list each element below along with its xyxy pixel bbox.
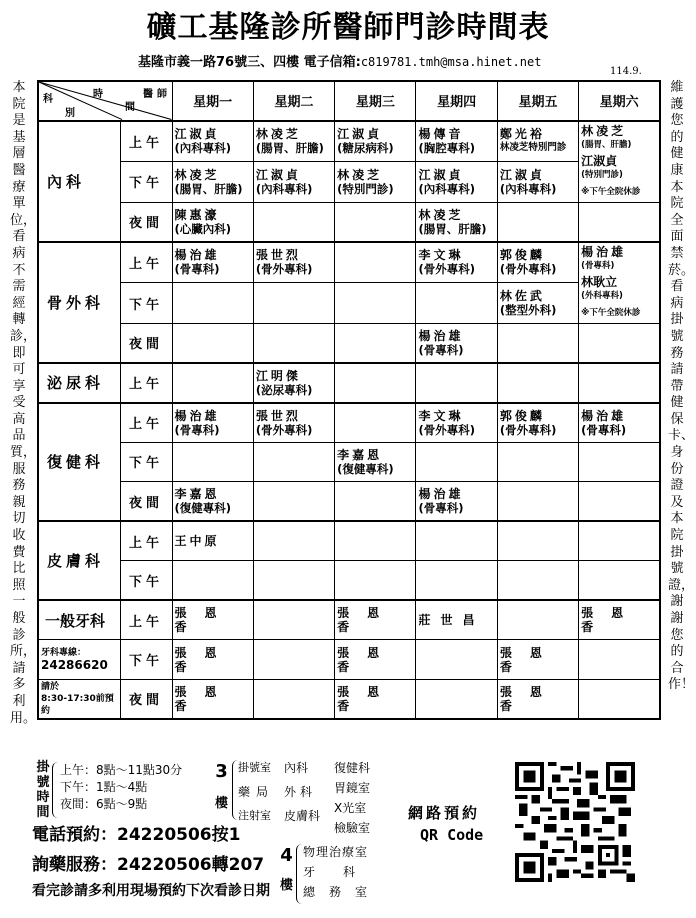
online-booking-label: 網路預約 (408, 804, 481, 822)
slot-cell (253, 600, 334, 640)
slot-cell (497, 600, 578, 640)
corner-time: 時 (93, 89, 103, 100)
slot-cell (253, 482, 334, 522)
period-am: 上午 (120, 242, 172, 283)
slot-cell (579, 482, 660, 522)
email[interactable]: c819781.tmh@msa.hinet.net (360, 55, 542, 69)
qr-code-icon[interactable] (515, 762, 635, 882)
pharmacy-service: 詢藥服務：24220506轉207 (32, 855, 265, 875)
slot-cell (335, 363, 416, 403)
period-am: 上午 (120, 121, 172, 162)
registration-times: 上午：8點～11點30分 下午：1點～4點 夜間：6點～9點 (60, 763, 183, 811)
table-row (38, 600, 660, 640)
contact-line (138, 54, 541, 71)
table-row (38, 482, 660, 522)
slot-cell (579, 679, 660, 719)
period-night: 夜間 (120, 482, 172, 522)
day-header: 星期四 (416, 81, 497, 121)
slot-cell: 張恩香 (172, 640, 253, 680)
slot-cell (416, 640, 497, 680)
slot-cell (253, 283, 334, 324)
slot-cell (335, 403, 416, 443)
slot-cell: 林凌芝 (特別門診) (335, 161, 416, 202)
day-header: 星期六 (579, 81, 660, 121)
slot-cell: 莊世昌 (416, 600, 497, 640)
slot-cell: 楊傳音 (胸腔專科) (416, 121, 497, 162)
dental-line: 牙科專線： 24286620 (38, 640, 120, 680)
dept-dental: 一般牙科 (38, 600, 120, 640)
slot-cell: 張恩香 (335, 640, 416, 680)
table-row (38, 363, 660, 403)
slot-cell: 楊治雄 (骨專科) 林耿立 (外科專科) ※下午全院休診 (579, 242, 660, 324)
table-row (38, 161, 660, 202)
dept-internal: 內科 (38, 121, 120, 242)
slot-cell (172, 323, 253, 363)
slot-cell: 楊治雄 (骨專科) (172, 403, 253, 443)
period-night: 夜間 (120, 202, 172, 242)
slot-cell: 楊治雄 (骨專科) (172, 242, 253, 283)
slot-cell: 李嘉恩 (復健專科) (335, 442, 416, 482)
slot-cell: 江淑貞 (糖尿病科) (335, 121, 416, 162)
slot-cell (497, 323, 578, 363)
slot-cell: 楊治雄 (骨專科) (416, 482, 497, 522)
slot-cell (497, 202, 578, 242)
day-header: 星期五 (497, 81, 578, 121)
slot-cell: 張恩香 (335, 679, 416, 719)
slot-cell: 江淑貞 (內科專科) (416, 161, 497, 202)
slot-cell (579, 561, 660, 601)
table-row (38, 242, 660, 283)
period-pm: 下午 (120, 442, 172, 482)
period-pm: 下午 (120, 561, 172, 601)
day-header: 星期一 (172, 81, 253, 121)
table-row (38, 679, 660, 719)
header-row (38, 81, 660, 121)
period-am: 上午 (120, 363, 172, 403)
slot-cell (335, 521, 416, 561)
slot-cell (416, 521, 497, 561)
slot-cell: 江淑貞 (內科專科) (497, 161, 578, 202)
slot-cell (335, 482, 416, 522)
dept-derm: 皮膚科 (38, 521, 120, 600)
slot-cell: 楊治雄 (骨專科) (416, 323, 497, 363)
slot-cell: 林凌芝 (腸胃、肝膽) 江淑貞 (特別門診) ※下午全院休診 (579, 121, 660, 203)
period-pm: 下午 (120, 161, 172, 202)
slot-cell: 林佐武 (整型外科) (497, 283, 578, 324)
slot-cell: 陳惠濠 (心臟內科) (172, 202, 253, 242)
phone-booking: 電話預約：24220506按1 (32, 825, 241, 845)
floor-3-label: 3 樓 (215, 761, 229, 811)
slot-cell (253, 640, 334, 680)
slot-cell (579, 521, 660, 561)
table-row (38, 323, 660, 363)
slot-cell: 林凌芝 (腸胃、肝膽) (416, 202, 497, 242)
slot-cell (253, 561, 334, 601)
page-title: 礦工基隆診所醫師門診時間表 (146, 10, 550, 45)
period-am: 上午 (120, 521, 172, 561)
slot-cell (497, 482, 578, 522)
slot-cell: 江淑貞 (內科專科) (253, 161, 334, 202)
slot-cell: 林凌芝 (腸胃、肝膽) (253, 121, 334, 162)
slot-cell: 張恩香 (497, 679, 578, 719)
slot-cell (416, 442, 497, 482)
floor-4-label: 4 樓 (280, 845, 294, 893)
slot-cell (579, 323, 660, 363)
slot-cell: 李文琳 (骨外專科) (416, 242, 497, 283)
slot-cell: 李嘉恩 (復健專科) (172, 482, 253, 522)
slot-cell (335, 242, 416, 283)
slot-cell (579, 640, 660, 680)
slot-cell (497, 363, 578, 403)
corner-yi: 醫 (143, 89, 153, 100)
slot-cell: 張恩香 (172, 600, 253, 640)
slot-cell: 張世烈 (骨外專科) (253, 242, 334, 283)
slot-cell (335, 323, 416, 363)
table-row (38, 202, 660, 242)
slot-cell (416, 283, 497, 324)
slot-cell (253, 521, 334, 561)
corner-bie: 別 (65, 108, 75, 119)
slot-cell: 郭俊麟 (骨外專科) (497, 242, 578, 283)
dept-uro: 泌尿科 (38, 363, 120, 403)
corner-jian: 間 (125, 102, 135, 113)
slot-cell (172, 442, 253, 482)
table-row (38, 561, 660, 601)
dept-ortho: 骨外科 (38, 242, 120, 363)
table-row (38, 403, 660, 443)
schedule-table (37, 80, 661, 720)
slot-cell (497, 521, 578, 561)
slot-cell: 郭俊麟 (骨外專科) (497, 403, 578, 443)
slot-cell (579, 442, 660, 482)
corner-header (38, 81, 172, 121)
dental-note: 請於 8:30-17:30前預約 (38, 679, 120, 719)
slot-cell: 張恩香 (335, 600, 416, 640)
slot-cell (253, 202, 334, 242)
day-header: 星期三 (335, 81, 416, 121)
dept-rehab: 復健科 (38, 403, 120, 522)
slot-cell (416, 363, 497, 403)
slot-cell (253, 679, 334, 719)
period-night: 夜間 (120, 679, 172, 719)
slot-cell: 林凌芝 (腸胃、肝膽) (172, 161, 253, 202)
qr-code-label: QR Code (420, 826, 484, 844)
slot-cell (497, 442, 578, 482)
table-row (38, 640, 660, 680)
slot-cell (335, 283, 416, 324)
slot-cell (335, 202, 416, 242)
period-am: 上午 (120, 403, 172, 443)
slot-cell: 鄭光裕 林凌芝特別門診 (497, 121, 578, 162)
slot-cell (579, 363, 660, 403)
table-row (38, 442, 660, 482)
slot-cell: 張恩香 (579, 600, 660, 640)
corner-ke: 科 (43, 94, 53, 105)
table-row (38, 121, 660, 162)
slot-cell (172, 283, 253, 324)
slot-cell (416, 679, 497, 719)
slot-cell (253, 442, 334, 482)
slot-cell (416, 561, 497, 601)
slot-cell (579, 202, 660, 242)
period-pm: 下午 (120, 283, 172, 324)
table-row (38, 283, 660, 324)
table-row (38, 521, 660, 561)
left-notice: 本院是基層醫療單位，看病不需經轉診，即可享受高品質，服務親切收費比照一般診所，請多利用。 (10, 80, 37, 726)
slot-cell (335, 561, 416, 601)
right-notice: 維護您的健康本院全面禁菸。看病掛號務請帶健保卡、身份證及本院掛號證，謝謝您的合作！ (668, 80, 695, 693)
slot-cell: 江淑貞 (內科專科) (172, 121, 253, 162)
dental-phone[interactable]: 24286620 (41, 657, 108, 672)
slot-cell (172, 363, 253, 403)
slot-cell: 江明傑 (泌尿專科) (253, 363, 334, 403)
slot-cell: 張世烈 (骨外專科) (253, 403, 334, 443)
period-night: 夜間 (120, 323, 172, 363)
booking-note: 看完診請多利用現場預約下次看診日期 (32, 883, 270, 899)
slot-cell (497, 561, 578, 601)
period-am: 上午 (120, 600, 172, 640)
email-label: 電子信箱: (303, 55, 361, 70)
brace (296, 844, 303, 904)
date-code: 114.9. (610, 66, 642, 77)
corner-shi: 師 (157, 89, 167, 100)
slot-cell: 王中原 (172, 521, 253, 561)
slot-cell: 張恩香 (497, 640, 578, 680)
floor-4-list: 物理治療室 牙科 總務室 (303, 845, 384, 899)
slot-cell: 張恩香 (172, 679, 253, 719)
slot-cell (172, 561, 253, 601)
address: 基隆市義一路76號三、四樓 (138, 55, 300, 70)
day-header: 星期二 (253, 81, 334, 121)
slot-cell: 李文琳 (骨外專科) (416, 403, 497, 443)
slot-cell (253, 323, 334, 363)
registration-label: 掛號時間 (36, 760, 50, 820)
slot-cell: 楊治雄 (骨專科) (579, 403, 660, 443)
period-pm: 下午 (120, 640, 172, 680)
